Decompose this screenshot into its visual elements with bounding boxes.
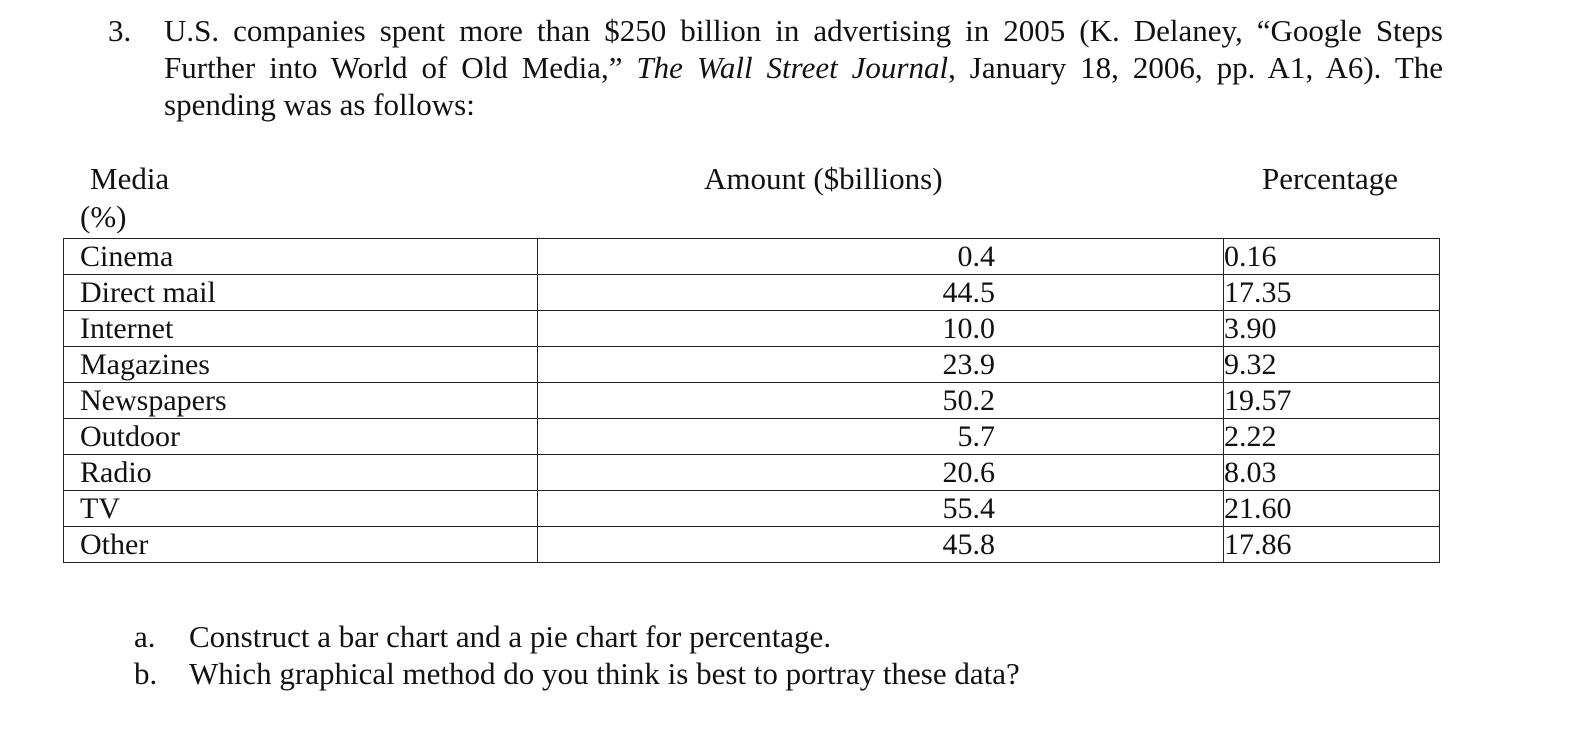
table-row — [64, 419, 1440, 455]
problem-number: 3. — [108, 13, 132, 48]
percentage-cell: 21.60 — [1224, 491, 1440, 527]
table-row — [64, 275, 1440, 311]
advertising-spending-table — [63, 238, 1440, 563]
percentage-cell: 2.22 — [1224, 419, 1440, 455]
problem-statement — [108, 12, 1443, 123]
column-header-media: Media — [90, 161, 170, 196]
question-text: Which graphical method do you think is best to portray these data? — [189, 656, 1020, 691]
amount-cell: 50.2 — [538, 383, 1224, 419]
table-row — [64, 239, 1440, 275]
percentage-cell: 9.32 — [1224, 347, 1440, 383]
column-header-percentage-unit: (%) — [80, 199, 127, 234]
problem-text-intro: U.S. companies spent more than $250 billion in advertising in 2005 (K. Delaney, “Google Steps Further into World of Old Media,” — [164, 13, 1443, 85]
source-title: The Wall Street Journal — [636, 50, 949, 85]
media-cell: Outdoor — [64, 419, 538, 455]
media-cell: Radio — [64, 455, 538, 491]
amount-cell: 55.4 — [538, 491, 1224, 527]
question-text: Construct a bar chart and a pie chart for percentage. — [189, 619, 832, 654]
problem-text — [164, 12, 1443, 123]
amount-cell: 20.6 — [538, 455, 1224, 491]
table-row — [64, 527, 1440, 563]
media-cell: Magazines — [64, 347, 538, 383]
media-cell: Newspapers — [64, 383, 538, 419]
percentage-cell: 19.57 — [1224, 383, 1440, 419]
media-cell: Direct mail — [64, 275, 538, 311]
percentage-cell: 8.03 — [1224, 455, 1440, 491]
question-label: b. — [134, 656, 158, 691]
table-row — [64, 383, 1440, 419]
column-header-percentage: Percentage — [1262, 161, 1398, 196]
amount-cell: 5.7 — [538, 419, 1224, 455]
percentage-cell: 17.86 — [1224, 527, 1440, 563]
percentage-cell: 3.90 — [1224, 311, 1440, 347]
amount-cell: 44.5 — [538, 275, 1224, 311]
table-row — [64, 311, 1440, 347]
problem-text-citation: , January 18, 2006, pp. A1, A6). The spending was as follows: — [164, 50, 1444, 122]
amount-cell: 23.9 — [538, 347, 1224, 383]
media-cell: Internet — [64, 311, 538, 347]
column-header-amount: Amount ($billions) — [704, 161, 943, 196]
amount-cell: 0.4 — [538, 239, 1224, 275]
percentage-cell: 17.35 — [1224, 275, 1440, 311]
table-row — [64, 491, 1440, 527]
media-cell: Other — [64, 527, 538, 563]
table-row — [64, 455, 1440, 491]
media-cell: Cinema — [64, 239, 538, 275]
percentage-cell: 0.16 — [1224, 239, 1440, 275]
amount-cell: 10.0 — [538, 311, 1224, 347]
amount-cell: 45.8 — [538, 527, 1224, 563]
media-cell: TV — [64, 491, 538, 527]
table-row — [64, 347, 1440, 383]
question-label: a. — [134, 619, 156, 654]
